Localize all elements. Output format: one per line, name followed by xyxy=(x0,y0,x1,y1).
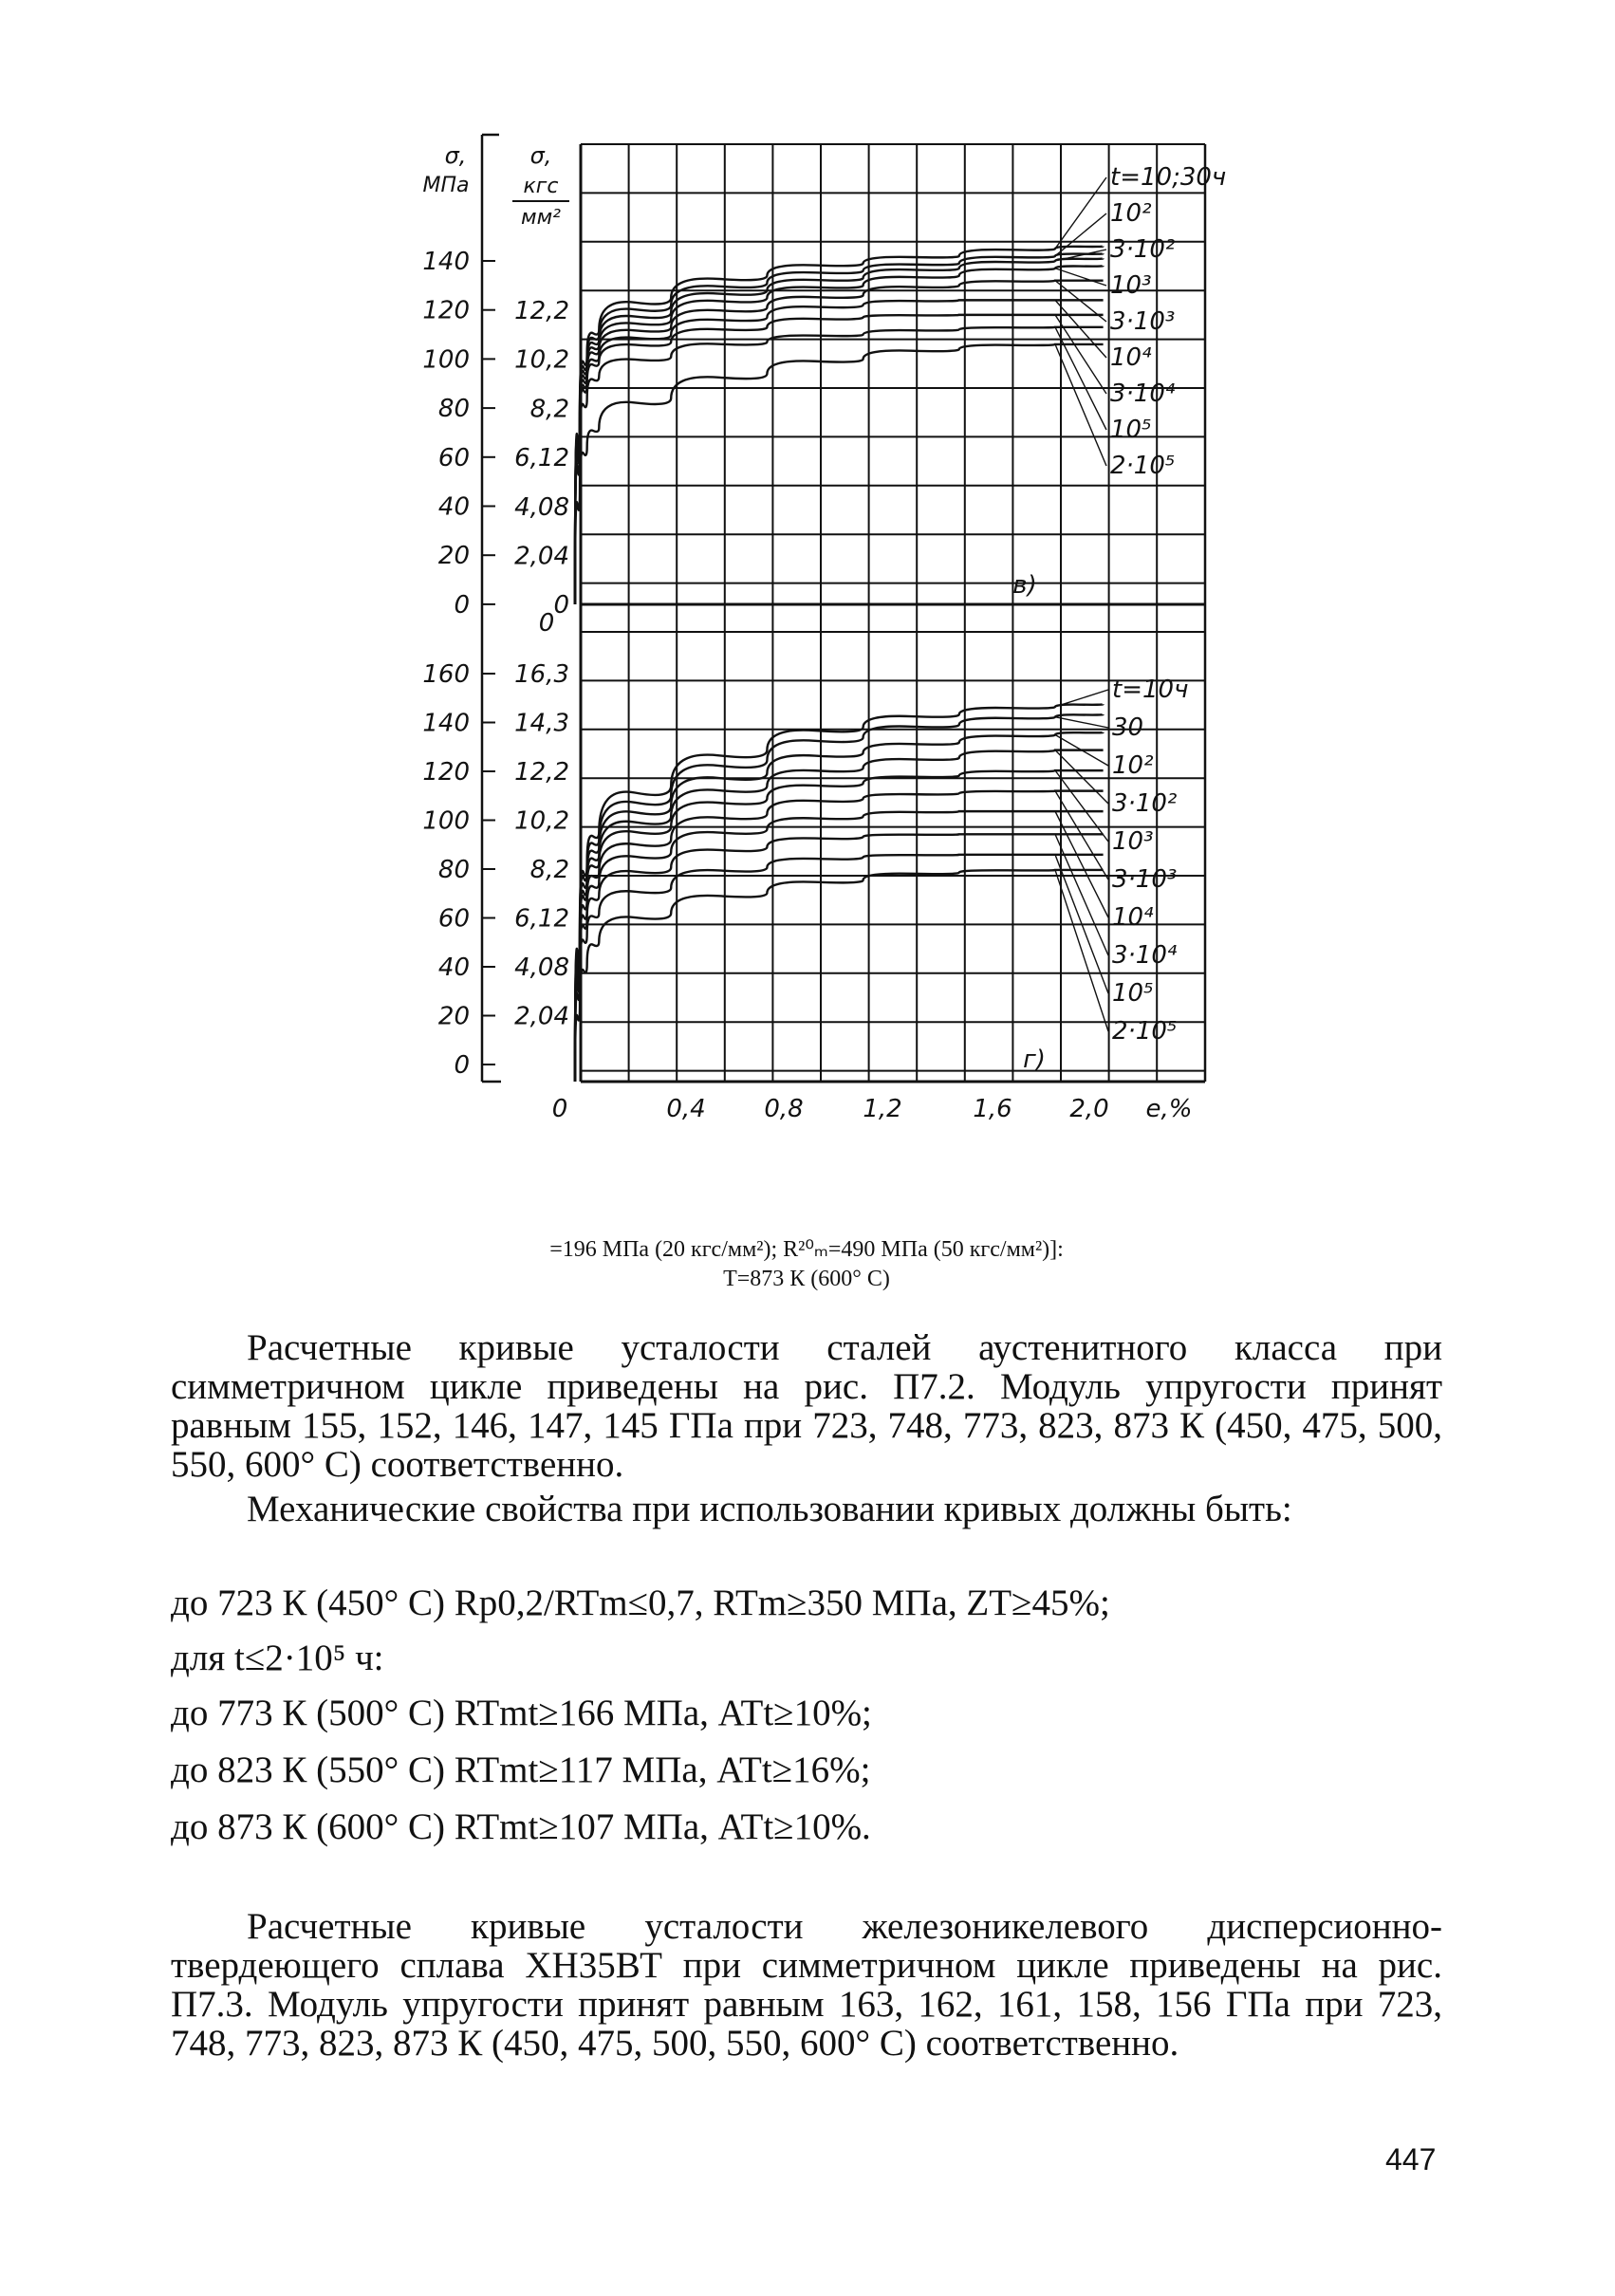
kgf-tick-label: 10,2 xyxy=(514,806,569,836)
panel-g-curve xyxy=(575,811,1104,1082)
panel-g-curve-label: 10² xyxy=(1112,751,1154,780)
mpa-axis-unit: МПа xyxy=(422,174,470,197)
panel-v-curve xyxy=(575,344,1104,604)
panel-g-curve xyxy=(575,732,1104,1082)
mpa-tick-label: 40 xyxy=(437,954,470,982)
panel-v-leader-line xyxy=(1055,268,1106,286)
x-tick-label: 0,8 xyxy=(764,1095,804,1123)
panel-g-leader-line xyxy=(1055,770,1108,842)
figure-caption-line-2: T=873 К (600° С) xyxy=(723,1267,890,1291)
panel-g-curve xyxy=(575,714,1104,1082)
panel-g-curve-label: 10⁴ xyxy=(1112,903,1154,932)
panel-g-curve xyxy=(575,770,1104,1082)
panel-g-leader-line xyxy=(1055,750,1108,804)
mpa-axis-symbol: σ, xyxy=(444,142,467,169)
panel-v-curve-label: 3·10⁴ xyxy=(1110,380,1176,408)
panel-v-curve xyxy=(575,315,1104,604)
panel-g-curve-label: 2·10⁵ xyxy=(1112,1017,1178,1046)
panel-v-leader-line xyxy=(1055,344,1106,466)
x-tick-label: 2,0 xyxy=(1069,1095,1109,1123)
x-tick-label: 1,6 xyxy=(973,1095,1012,1123)
chart-grid xyxy=(482,135,1205,1082)
panel-g-curve-label: t=10ч xyxy=(1112,676,1189,704)
mpa-tick-label: 60 xyxy=(437,904,470,934)
panel-v-curve-label: 3·10³ xyxy=(1110,307,1176,336)
paragraph-mechanical-properties: Механические свойства при использовании кривых должны быть: xyxy=(247,1489,1292,1529)
panel-v-curve-label: 10⁵ xyxy=(1110,416,1152,444)
x-tick-label: 1,2 xyxy=(863,1095,902,1123)
panel-label-v: в) xyxy=(1012,571,1037,600)
kgf-tick-label: 2,04 xyxy=(514,542,569,571)
panel-v-leader-line xyxy=(1055,177,1106,249)
mpa-tick-label: 100 xyxy=(422,806,470,836)
kgf-tick-label: 6,12 xyxy=(514,444,569,473)
paragraph-austenitic-steels: Расчетные кривые усталости сталей аустенитного класса при симметричном цикле приведены на рис. П7.2. Модуль упругости принят равным 155, 152, 146, 147, 145 ГПа при 723, 748, 773, 823, 873 К (450, 475, 500, 550, 600° С) соответственно. xyxy=(171,1327,1442,1485)
mpa-tick-label: 160 xyxy=(422,660,470,689)
kgf-axis-unit-num: кгс xyxy=(523,175,559,198)
x-tick-label: 0,4 xyxy=(666,1095,706,1123)
panel-v-curve-label: t=10;30ч xyxy=(1110,163,1227,192)
panel-v-leader-line xyxy=(1055,213,1106,256)
requirement-line-723: до 723 К (450° С) Rp0,2/RTm≤0,7, RTm≥350 МПа, ZT≥45%; xyxy=(171,1583,1110,1623)
x-axis-label: e,% xyxy=(1145,1095,1193,1123)
chart-curves xyxy=(575,177,1108,1082)
panel-v-curve-label: 10² xyxy=(1110,199,1152,228)
panel-label-g: г) xyxy=(1023,1046,1046,1074)
kgf-tick-label: 6,12 xyxy=(514,904,569,934)
panel-g-curve-label: 10⁵ xyxy=(1112,979,1154,1008)
panel-v-curve xyxy=(575,327,1104,604)
kgf-tick-label: 4,08 xyxy=(514,492,569,522)
panel-g-curve-label: 3·10⁴ xyxy=(1112,941,1178,970)
figure-caption-line-1: =196 МПа (20 кгс/мм²); R²⁰ₘ=490 МПа (50 кгс/мм²)]: xyxy=(549,1237,1064,1262)
mpa-tick-label: 100 xyxy=(422,345,470,375)
panel-v-curve xyxy=(575,266,1104,604)
requirement-line-773: до 773 К (500° С) RTmt≥166 МПа, ATt≥10%; xyxy=(171,1693,872,1733)
panel-g-curve-label: 3·10² xyxy=(1112,789,1178,818)
mpa-tick-label: 0 xyxy=(454,1051,470,1080)
mpa-tick-label: 80 xyxy=(437,856,470,884)
kgf-tick-label: 0 xyxy=(553,591,569,620)
kgf-tick-label: 4,08 xyxy=(514,954,569,982)
mpa-tick-label: 80 xyxy=(437,395,470,424)
page-number: 447 xyxy=(1385,2142,1437,2176)
x-tick-label: 0 xyxy=(551,1095,568,1123)
mpa-tick-label: 120 xyxy=(422,758,470,787)
requirement-line-time: для t≤2·10⁵ ч: xyxy=(171,1638,384,1678)
panel-v-leader-line xyxy=(1055,300,1106,358)
mpa-tick-label: 20 xyxy=(437,542,470,571)
panel-g-curve-label: 3·10³ xyxy=(1112,865,1178,894)
panel-v-curve-label: 2·10⁵ xyxy=(1110,452,1176,480)
kgf-tick-label: 10,2 xyxy=(514,345,569,375)
panel-g-curve-label: 10³ xyxy=(1112,827,1154,856)
requirement-line-873: до 873 К (600° С) RTmt≥107 МПа, ATt≥10%. xyxy=(171,1806,871,1847)
mpa-tick-label: 140 xyxy=(422,709,470,738)
panel-v-curve xyxy=(575,253,1104,604)
kgf-tick-label: 8,2 xyxy=(529,856,569,884)
kgf-tick-label: 16,3 xyxy=(514,660,569,689)
paragraph-alloy-xn35vt: Расчетные кривые усталости железоникелевого дисперсионно-твердеющего сплава ХН35ВТ при симметричном цикле приведены на рис. П7.3. Модуль упругости принят равным 163, 162, 161, 158, 156 ГПа при 723, 748, 773, 823, 873 К (450, 475, 500, 550, 600° С) соответственно. xyxy=(171,1906,1442,2064)
panel-v-curve-label: 10³ xyxy=(1110,271,1152,300)
panel-g-curve-label: 30 xyxy=(1112,713,1144,742)
kgf-axis-symbol: σ, xyxy=(529,142,552,169)
panel-v-curve-label: 10⁴ xyxy=(1110,343,1152,372)
kgf-tick-label: 12,2 xyxy=(514,297,569,325)
mpa-tick-label: 0 xyxy=(454,590,470,620)
kgf-tick-label: 8,2 xyxy=(529,395,569,424)
mpa-tick-label: 140 xyxy=(422,248,470,276)
mpa-tick-label: 120 xyxy=(422,296,470,325)
panel-v-curve-label: 3·10² xyxy=(1110,235,1176,264)
panel-g-leader-line xyxy=(1055,717,1108,728)
kgf-tick-label: 2,04 xyxy=(514,1002,569,1031)
kgf-tick-label: 14,3 xyxy=(514,709,569,738)
mpa-tick-label: 60 xyxy=(437,443,470,472)
panel-v-curve xyxy=(575,281,1104,604)
panel-g-curve xyxy=(575,750,1104,1082)
mpa-tick-label: 20 xyxy=(437,1002,470,1031)
kgf-tick-label: 0 xyxy=(538,609,555,638)
kgf-axis-unit-den: мм² xyxy=(520,206,562,230)
requirement-line-823: до 823 К (550° С) RTmt≥117 МПа, ATt≥16%; xyxy=(171,1750,871,1790)
kgf-tick-label: 12,2 xyxy=(514,758,569,787)
mpa-tick-label: 40 xyxy=(437,492,470,522)
panel-v-leader-line xyxy=(1055,327,1106,430)
